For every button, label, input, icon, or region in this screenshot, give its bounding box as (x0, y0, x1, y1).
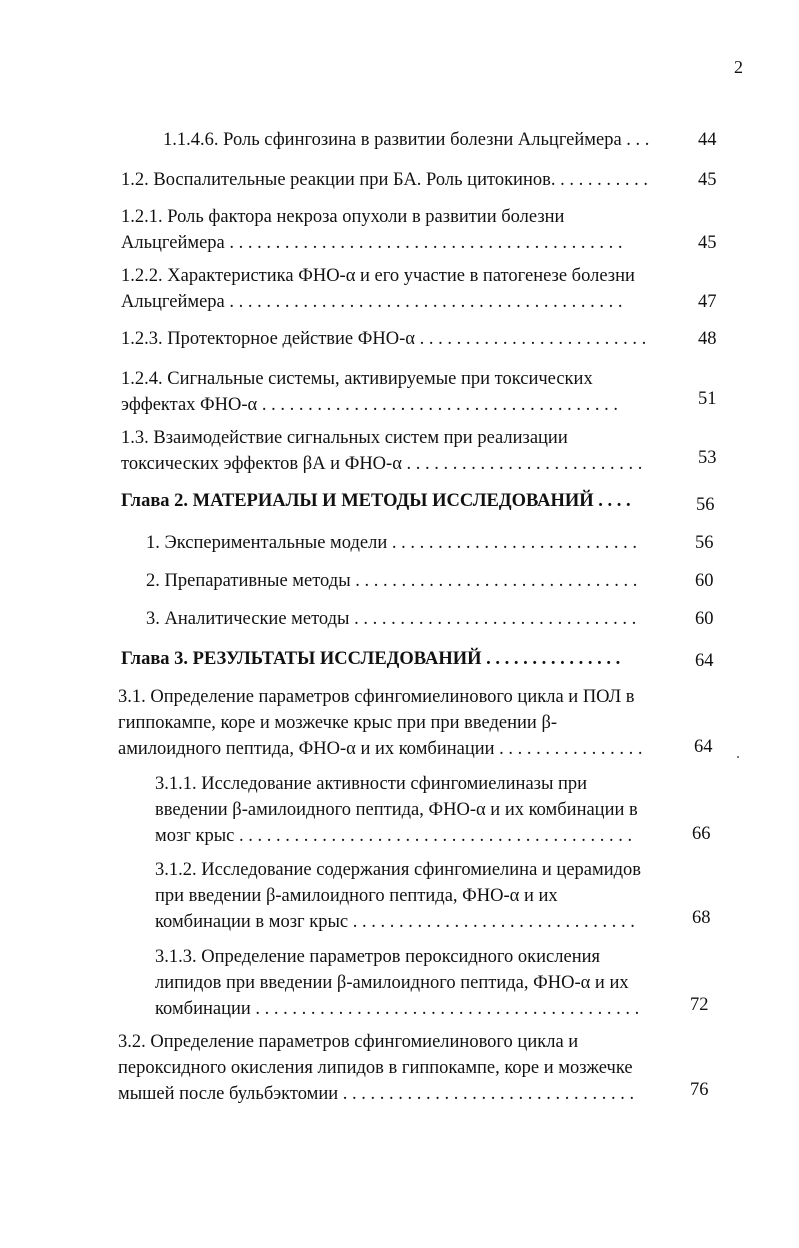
toc-entry[interactable] (146, 568, 714, 594)
toc-entry-line: липидов при введении β-амилоидного пептида, ФНО-α и их (155, 973, 629, 993)
toc-chapter-heading[interactable] (121, 646, 714, 672)
toc-entry-line: мышей после бульбэктомии . . . . . . . . . . . . . . . . . . . . . . . . . . . . . . . . (118, 1084, 635, 1104)
toc-entry-page: 51 (698, 389, 717, 409)
toc-entry[interactable] (155, 857, 711, 935)
toc-entry-line: комбинации в мозг крыс . . . . . . . . . . . . . . . . . . . . . . . . . . . . . . . (155, 912, 635, 932)
toc-entry-page: 56 (695, 533, 714, 553)
toc-entry-line: 2. Препаративные методы . . . . . . . . . . . . . . . . . . . . . . . . . . . . . . . (146, 571, 638, 591)
toc-entry-page: 56 (696, 495, 715, 515)
toc-entry-line: 3.2. Определение параметров сфингомиелинового цикла и (118, 1032, 579, 1052)
toc-entry-page: 66 (692, 824, 711, 844)
toc-entry-line: Глава 2. МАТЕРИАЛЫ И МЕТОДЫ ИССЛЕДОВАНИЙ . . . . (121, 491, 631, 511)
toc-entry-page: 45 (698, 233, 717, 253)
toc-entry[interactable] (163, 127, 717, 153)
toc-entry-line: мозг крыс . . . . . . . . . . . . . . . . . . . . . . . . . . . . . . . . . . . . . . . . . . . (155, 826, 633, 846)
toc-entry-page: 48 (698, 329, 717, 349)
toc-entry-page: 76 (690, 1080, 709, 1100)
toc-entry[interactable] (155, 944, 709, 1022)
toc-entry[interactable] (121, 167, 717, 193)
toc-entry-line: 1. Экспериментальные модели . . . . . . . . . . . . . . . . . . . . . . . . . . . (146, 533, 637, 553)
toc-entry-line: введении β-амилоидного пептида, ФНО-α и их комбинации в (155, 800, 638, 820)
toc-entry-line: 3.1.3. Определение параметров пероксидного окисления (155, 947, 601, 967)
toc-entry-line: 1.2.1. Роль фактора некроза опухоли в развитии болезни (121, 207, 565, 227)
toc-entry[interactable] (121, 326, 717, 352)
toc-entry[interactable] (146, 530, 714, 556)
toc-entry-line: 1.1.4.6. Роль сфингозина в развитии болезни Альцгеймера . . . (163, 130, 650, 150)
toc-entry-line: Альцгеймера . . . . . . . . . . . . . . . . . . . . . . . . . . . . . . . . . . . . . . . . . . . (121, 233, 623, 253)
toc-entry-line: 3. Аналитические методы . . . . . . . . . . . . . . . . . . . . . . . . . . . . . . . (146, 609, 637, 629)
toc-entry[interactable] (118, 684, 713, 762)
toc-entry-line: токсических эффектов βА и ФНО-α . . . . . . . . . . . . . . . . . . . . . . . . . . (121, 454, 643, 474)
toc-entry-page: 72 (690, 995, 709, 1015)
toc-entry-line: 1.3. Взаимодействие сигнальных систем при реализации (121, 428, 568, 448)
toc-entry-line: 3.1. Определение параметров сфингомиелинового цикла и ПОЛ в (118, 687, 635, 707)
toc-entry[interactable] (155, 771, 711, 849)
toc-entry-line: 1.2. Воспалительные реакции при БА. Роль цитокинов. . . . . . . . . . . (121, 170, 648, 190)
toc-entry-line: при введении β-амилоидного пептида, ФНО-α и их (155, 886, 558, 906)
toc-entry-line: 1.2.3. Протекторное действие ФНО-α . . . . . . . . . . . . . . . . . . . . . . . . . (121, 329, 647, 349)
toc-entry-line: Глава 3. РЕЗУЛЬТАТЫ ИССЛЕДОВАНИЙ . . . . . . . . . . . . . . . (121, 649, 621, 669)
toc-entry-line: эффектах ФНО-α . . . . . . . . . . . . . . . . . . . . . . . . . . . . . . . . . . . . . . . (121, 395, 618, 415)
toc-entry[interactable] (121, 425, 717, 477)
scan-speck (737, 756, 739, 758)
toc-entry-page: 44 (698, 130, 717, 150)
toc-entry-line: пероксидного окисления липидов в гиппокампе, коре и мозжечке (118, 1058, 633, 1078)
toc-entry-page: 60 (695, 571, 714, 591)
toc-entry-page: 64 (694, 737, 713, 757)
page-number: 2 (734, 57, 743, 77)
toc-entry-line: амилоидного пептида, ФНО-α и их комбинации . . . . . . . . . . . . . . . . (118, 739, 643, 759)
toc-entry[interactable] (121, 366, 717, 418)
toc-chapter-heading[interactable] (121, 488, 715, 515)
toc-entry-page: 60 (695, 609, 714, 629)
toc-entry-page: 68 (692, 908, 711, 928)
toc-entry-page: 53 (698, 448, 717, 468)
toc-entry-page: 47 (698, 292, 717, 312)
toc-entry-page: 45 (698, 170, 717, 190)
toc-entry[interactable] (118, 1029, 709, 1107)
toc-entry-line: 3.1.2. Исследование содержания сфингомиелина и церамидов (155, 860, 642, 880)
toc-entry-line: 3.1.1. Исследование активности сфингомиелиназы при (155, 774, 588, 794)
toc-entry[interactable] (146, 606, 714, 632)
toc-entry[interactable] (121, 263, 717, 315)
toc-entry-line: 1.2.4. Сигнальные системы, активируемые при токсических (121, 369, 593, 389)
toc-entry[interactable] (121, 204, 717, 256)
toc-entry-line: комбинации . . . . . . . . . . . . . . . . . . . . . . . . . . . . . . . . . . . . . . . . . . (155, 999, 640, 1019)
toc-entry-line: 1.2.2. Характеристика ФНО-α и его участие в патогенезе болезни (121, 266, 635, 286)
toc-entry-line: Альцгеймера . . . . . . . . . . . . . . . . . . . . . . . . . . . . . . . . . . . . . . . . . . . (121, 292, 623, 312)
toc-entry-page: 64 (695, 651, 714, 671)
toc-entry-line: гиппокампе, коре и мозжечке крыс при при введении β- (118, 713, 558, 733)
